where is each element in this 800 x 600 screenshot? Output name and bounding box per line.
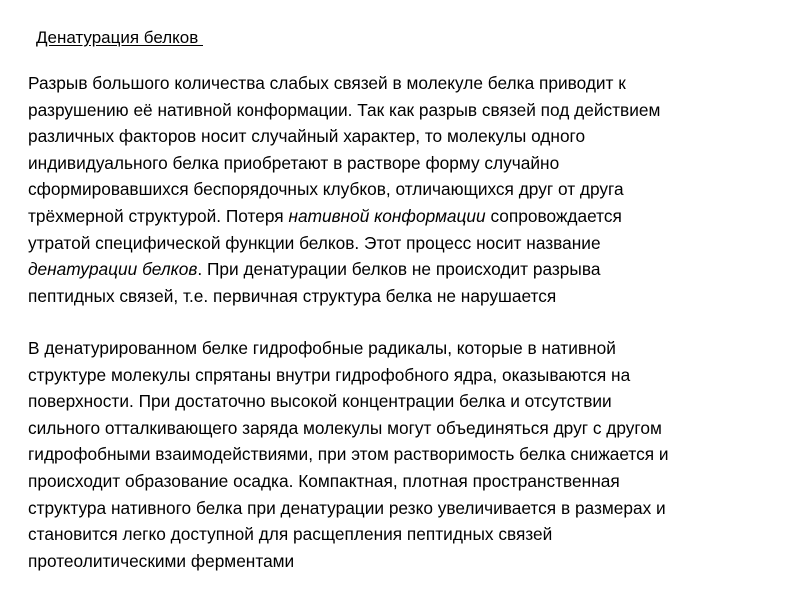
text-line: утратой специфической функции белков. Этот процесс носит название xyxy=(28,232,601,253)
text-fragment: сопровождается xyxy=(485,205,622,226)
text-line: В денатурированном белке гидрофобные радикалы, которые в нативной xyxy=(28,338,616,358)
text-line: гидрофобными взаимодействиями, при этом растворимость белка снижается и xyxy=(28,444,669,465)
text-line: происходит образование осадка. Компактная, плотная пространственная xyxy=(28,470,620,491)
italic-term-denaturation: денатурации белков xyxy=(28,259,198,280)
paragraph-denaturation-definition xyxy=(28,70,778,309)
text-line xyxy=(28,203,778,230)
slide-title: Денатурация белков xyxy=(36,28,203,47)
text-fragment: . При денатурации белков не происходит разрыва xyxy=(197,259,601,280)
text-line: становится легко доступной для расщепления пептидных связей xyxy=(28,524,553,545)
text-line: различных факторов носит случайный характер, то молекулы одного xyxy=(28,126,586,147)
text-line: поверхности. При достаточно высокой концентрации белка и отсутствии xyxy=(28,391,612,412)
text-line: структуре молекулы спрятаны внутри гидрофобного ядра, оказываются на xyxy=(28,364,631,385)
text-line xyxy=(28,256,778,283)
paragraph-hydrophobic-aggregation xyxy=(28,335,778,574)
text-line: пептидных связей, т.е. первичная структура белка не нарушается xyxy=(28,285,557,306)
text-line: Разрыв большого количества слабых связей в молекуле белка приводит к xyxy=(28,73,626,93)
text-line: протеолитическими ферментами xyxy=(28,550,295,571)
text-line: индивидуального белка приобретают в растворе форму случайно xyxy=(28,152,560,173)
text-fragment: трёхмерной структурой. Потеря xyxy=(28,205,289,226)
text-line: сформировавшихся беспорядочных клубков, отличающихся друг от друга xyxy=(28,179,624,200)
text-line: разрушению её нативной конформации. Так как разрыв связей под действием xyxy=(28,99,661,120)
italic-term-native-conformation: нативной конформации xyxy=(288,205,486,226)
text-line: сильного отталкивающего заряда молекулы могут объединяться друг с другом xyxy=(28,417,662,438)
text-line: структура нативного белка при денатурации резко увеличивается в размерах и xyxy=(28,497,666,518)
